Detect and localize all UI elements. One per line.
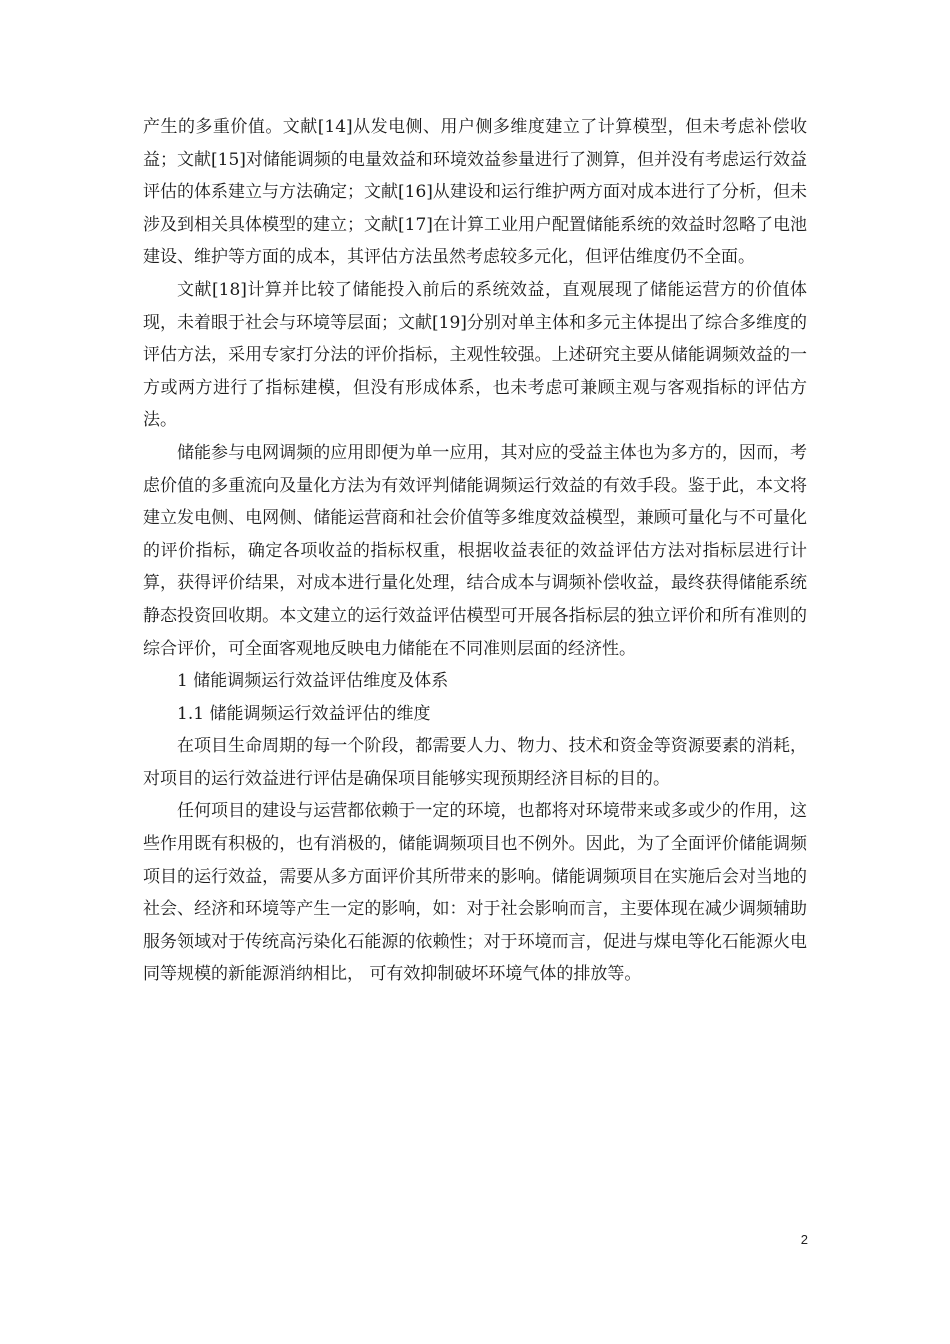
body-text [143,111,807,991]
section-heading-1-1: 1.1 储能调频运行效益评估的维度 [177,703,431,724]
page-number: 2 [800,1232,808,1247]
paragraph-continuation: 产生的多重价值。文献[14]从发电侧、用户侧多维度建立了计算模型，但未考虑补偿收益；文献[15]对储能调频的电量效益和环境效益参量进行了测算，但并没有考虑运行效益评估的体系建立与方法确定；文献[16]从建设和运行维护两方面对成本进行了分析，但未涉及到相关具体模型的建立；文献[17]在计算工业用户配置储能系统的效益时忽略了电池建设、维护等方面的成本，其评估方法虽然考虑较多元化，但评估维度仍不全面。 [143,117,807,268]
section-heading-1: 1 储能调频运行效益评估维度及体系 [177,671,449,692]
paragraph-approach: 储能参与电网调频的应用即便为单一应用，其对应的受益主体也为多方的，因而，考虑价值的多重流向及量化方法为有效评判储能调频运行效益的有效手段。鉴于此，本文将建立发电侧、电网侧、储能运营商和社会价值等多维度效益模型，兼顾可量化与不可量化的评价指标，确定各项收益的指标权重，根据收益表征的效益评估方法对指标层进行计算，获得评价结果，对成本进行量化处理，结合成本与调频补偿收益，最终获得储能系统静态投资回收期。本文建立的运行效益评估模型可开展各指标层的独立评价和所有准则的综合评价，可全面客观地反映电力储能在不同准则层面的经济性。 [143,442,807,659]
paragraph-literature-review: 文献[18]计算并比较了储能投入前后的系统效益，直观展现了储能运营方的价值体现，未着眼于社会与环境等层面；文献[19]分别对单主体和多元主体提出了综合多维度的评估方法，采用专家打分法的评价指标，主观性较强。上述研究主要从储能调频效益的一方或两方进行了指标建模，但没有形成体系，也未考虑可兼顾主观与客观指标的评估方法。 [143,279,807,431]
paragraph-lifecycle: 在项目生命周期的每一个阶段，都需要人力、物力、技术和资金等资源要素的消耗，对项目的运行效益进行评估是确保项目能够实现预期经济目标的目的。 [143,736,807,789]
paragraph-environment-impact: 任何项目的建设与运营都依赖于一定的环境，也都将对环境带来或多或少的作用，这些作用既有积极的，也有消极的，储能调频项目也不例外。因此，为了全面评价储能调频项目的运行效益，需要从多方面评价其所带来的影响。储能调频项目在实施后会对当地的社会、经济和环境等产生一定的影响，如：对于社会影响而言，主要体现在减少调频辅助服务领域对于传统高污染化石能源的依赖性；对于环境而言，促进与煤电等化石能源火电同等规模的新能源消纳相比， 可有效抑制破坏环境气体的排放等。 [143,801,807,985]
